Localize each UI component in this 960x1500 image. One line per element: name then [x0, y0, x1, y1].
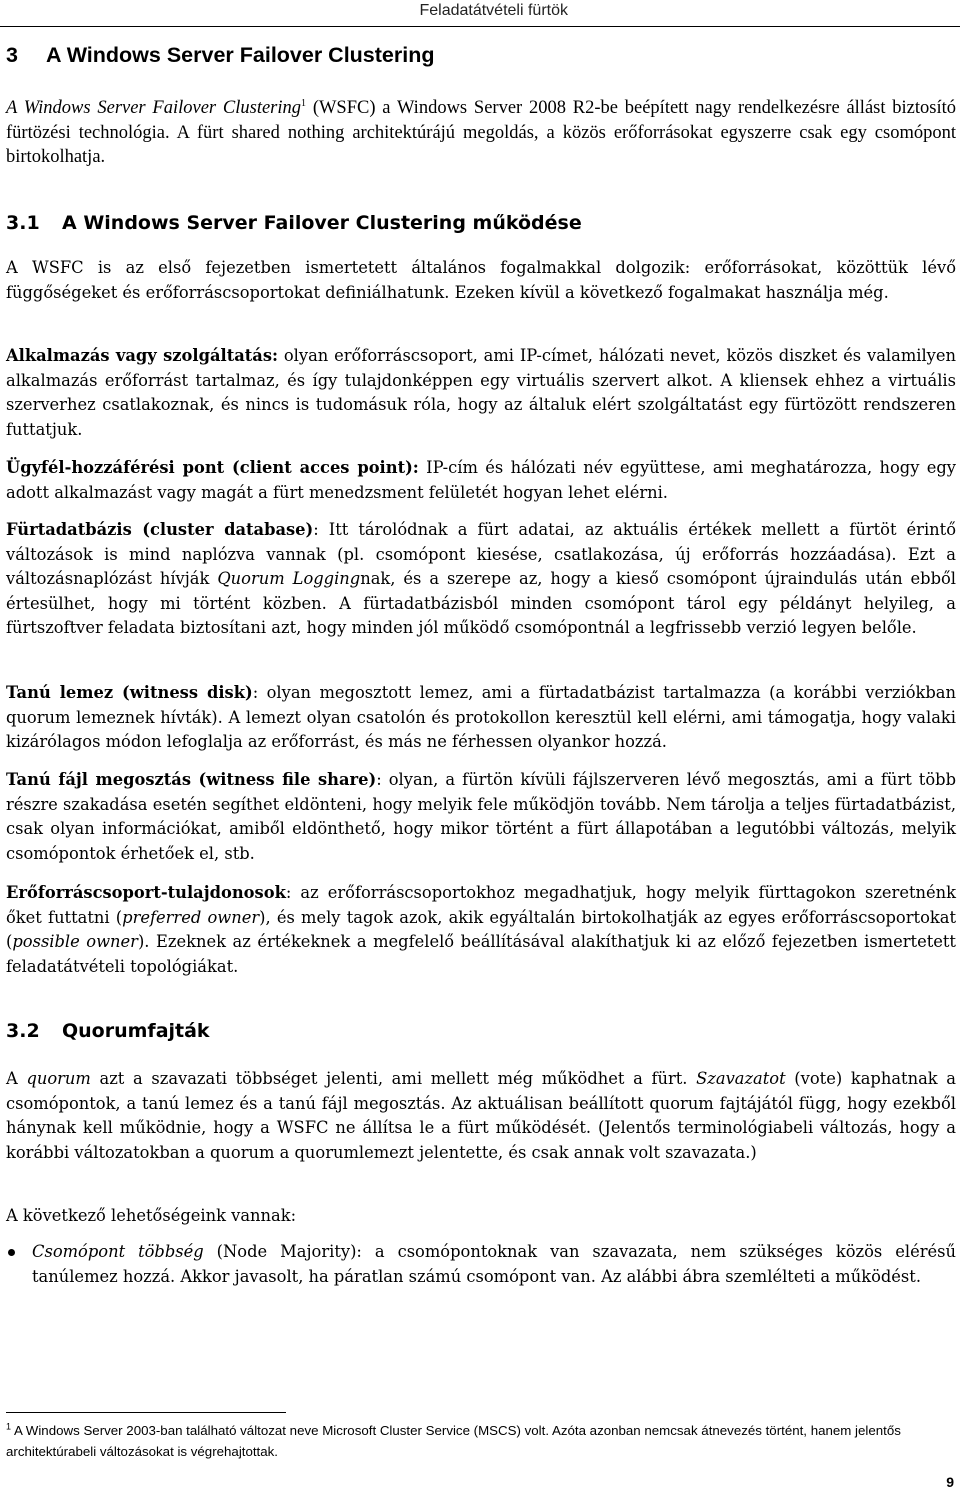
footnote-number: 1: [6, 1421, 12, 1432]
section-3-1-number: 3.1: [6, 212, 40, 234]
section-3-1-heading: [6, 212, 582, 234]
section-3-heading: [6, 43, 435, 68]
term-label: Fürtadatbázis (cluster database): [6, 520, 314, 539]
term-label: Erőforráscsoport-tulajdonosok: [6, 883, 286, 902]
bullet-icon: [8, 1249, 15, 1256]
term-client-access-point: [6, 456, 956, 505]
term-text: ), és mely tagok azok, akik egyáltalán birtokolhatják az egyes erőforráscsoportokat (: [6, 907, 956, 952]
section-3-1-intro: A WSFC is az első fejezetben ismertetett általános fogalmakkal dolgozik: erőforrásokat, közöttük lévő függőségeket és erőforráscsoportokat definiálhatunk. Ezeken kívül a következő fogalmakat használja még.: [6, 258, 956, 302]
footnote-rule: [6, 1412, 286, 1413]
section-3-2-number: 3.2: [6, 1020, 40, 1042]
term-text: nak, és a szerepe az, hogy a kieső csomópont újraindulás után ebből értesülhet, hogy mi történt közben. A fürtadatbázisból minden csomópont tárol egy példányt helyileg, a fürtszoftver feladata biztosítani azt, hogy minden jól működő csomópontnál a legfrissebb verzió legyen belőle.: [6, 569, 957, 638]
footnote-ref: 1: [301, 97, 307, 109]
term-italic: Csomópont többség: [32, 1242, 204, 1261]
footnote-text: A Windows Server 2003-ban található változat neve Microsoft Cluster Service (MSCS) volt. Azóta azonban nemcsak átnevezés történt, hanem jelentős architektúrabeli változásokat is végrehajtottak.: [6, 1423, 901, 1459]
term-italic: preferred owner: [122, 907, 260, 927]
footnote: [6, 1420, 956, 1462]
list-item-text: (Node Majority): a csomópontoknak van szavazata, nem szükséges közös elérésű tanúlemez hozzá. Akkor javasolt, ha páratlan számú csomópont van. Az alábbi ábra szemlélteti a működést.: [32, 1242, 956, 1286]
section-3-2-paragraph: [6, 1067, 956, 1165]
term-label: Ügyfél-hozzáférési pont (client acces point):: [6, 458, 419, 477]
section-3-number: 3: [6, 43, 18, 67]
term-italic: Szavazatot: [696, 1069, 786, 1088]
term-text: : olyan megosztott lemez, ami a fürtadatbázist tartalmazza (a korábbi verziókban quorum lemeznek hívták). A lemezt olyan csatolón és protokollon keresztül kell elérni, ami támogatja, hogy valaki kizárólagos módon lefoglalja az erőforrást, és más ne férhessen olyankor hozzá.: [6, 683, 956, 752]
term-resource-group-owners: [6, 881, 956, 979]
section-3-intro: [6, 96, 956, 170]
term-label: Tanú lemez (witness disk): [6, 683, 253, 702]
term-text: : Itt tárolódnak a fürt adatai, az aktuális értékek mellett a fürtöt érintő változások is mind naplózva vannak (pl. csomópont kiesése, csatlakozása, új erőforrás hozzáadása). Ezt a változásnaplózást hívják: [6, 520, 956, 589]
term-text: ). Ezeknek az értékeknek a megfelelő beállításával alakíthatjuk ki az előző fejezetben ismertetett feladatátvételi topológiákat.: [6, 932, 956, 976]
wsfc-name: A Windows Server Failover Clustering: [6, 98, 302, 118]
term-cluster-database: [6, 518, 956, 641]
term-italic: Quorum Logging: [217, 569, 361, 589]
term-witness-disk: [6, 681, 956, 755]
section-3-title: A Windows Server Failover Clustering: [46, 43, 435, 67]
term-text: : az erőforráscsoportokhoz megadhatjuk, hogy melyik fürttagokon szeretnénk őket futtatni (: [6, 883, 956, 927]
term-text: olyan erőforráscsoport, ami IP-címet, hálózati nevet, közös diszket és valamilyen alkalmazás erőforrást tartalmaz, és így tulajdonképpen egy virtuális szervert alkot. A kliensek ehhez a virtuális szerverhez csatlakoznak, és nincs is tudomásuk róla, hogy az általuk elért szolgáltatást egy fürtözött rendszeren futtatjuk.: [6, 346, 956, 439]
term-label: Tanú fájl megosztás (witness file share): [6, 770, 377, 789]
section-3-2-title: Quorumfajták: [62, 1020, 210, 1042]
text: A: [6, 1069, 27, 1088]
term-text: IP-cím és hálózati név együttese, ami meghatározza, hogy egy adott alkalmazást vagy magát a fürt menedzsment felületét hogyan lehet elérni.: [6, 458, 956, 502]
term-italic: possible owner: [12, 932, 138, 952]
running-header: Feladatátvételi fürtök: [419, 2, 568, 19]
page-number: 9: [946, 1474, 954, 1490]
text: (vote) kaphatnak a csomópontok, a tanú lemez és a tanú fájl megosztás. Az aktuálisan beállított quorum fajtájától függ, hogy ezekből hánynak kell működnie, hogy a WSFC ne állítsa le a fürt működését. (Jelentős terminológiabeli változás, hogy a korábbi változatokban a quorum a quorumlemezt jelentette, és csak annak volt szavazata.): [6, 1069, 957, 1162]
section-3-1-title: A Windows Server Failover Clustering működése: [62, 212, 582, 234]
section-3-2-heading: [6, 1020, 210, 1042]
list-item: [6, 1240, 956, 1289]
term-witness-file-share: [6, 768, 956, 866]
options-intro: A következő lehetőségeink vannak:: [6, 1206, 297, 1225]
header-rule: [0, 26, 960, 27]
quorum-options-list: [6, 1240, 956, 1289]
term-application-service: [6, 344, 956, 442]
term-label: Alkalmazás vagy szolgáltatás:: [6, 346, 279, 365]
text: azt a szavazati többséget jelenti, ami mellett még működhet a fürt.: [90, 1069, 697, 1088]
term-italic: quorum: [26, 1069, 91, 1088]
section-3-intro-text: (WSFC) a Windows Server 2008 R2-be beépített nagy rendelkezésre állást biztosító fürtözési technológia. A fürt shared nothing architektúrájú megoldás, a közös erőforrásokat egyszerre csak egy csomópont birtokolhatja.: [6, 98, 956, 168]
term-text: : olyan, a fürtön kívüli fájlszerveren lévő megosztás, ami a fürt több részre szakadása esetén segíthet eldönteni, hogy melyik fele működjön tovább. Nem tárolja a teljes fürtadatbázist, csak olyan információkat, amiből eldönthető, hogy mikor történt a fürt állapotában a legutóbbi változás, melyik csomópontok érhetőek el, stb.: [6, 770, 956, 863]
